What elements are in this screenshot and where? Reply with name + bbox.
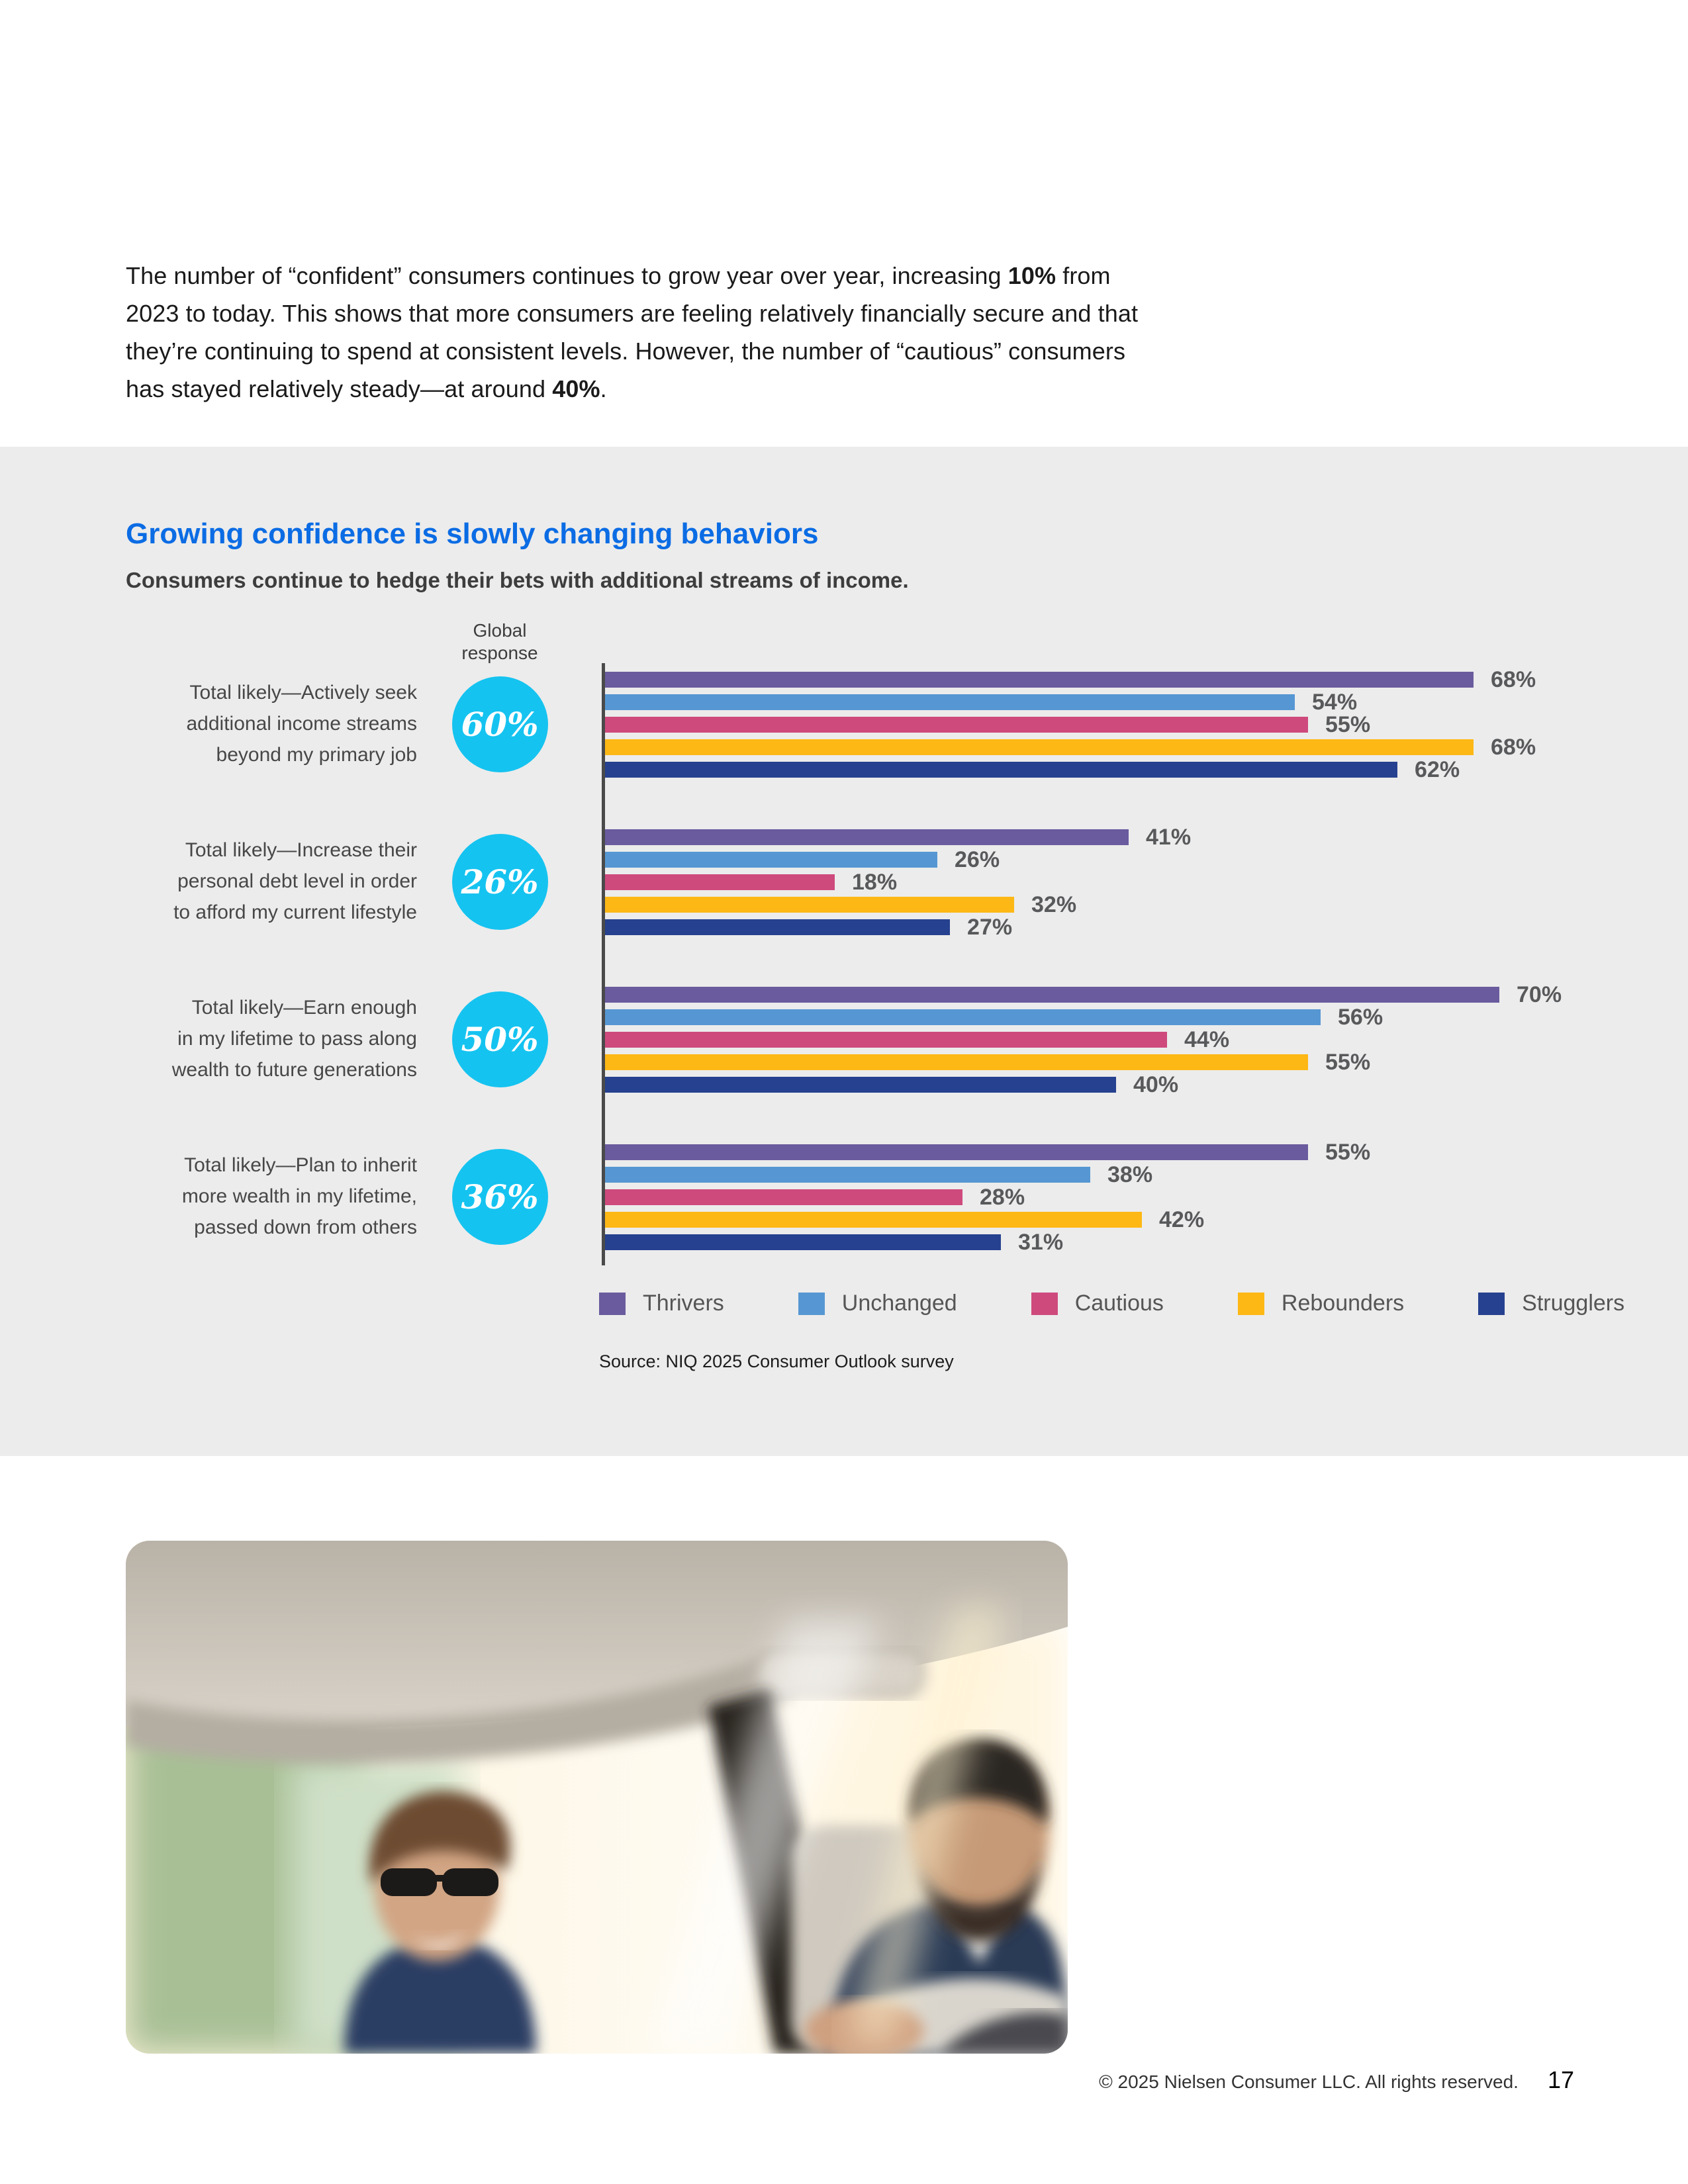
bar-value-label: 54% xyxy=(1312,689,1358,715)
bar-value-label: 42% xyxy=(1159,1206,1205,1232)
category-label-line: more wealth in my lifetime, xyxy=(181,1185,417,1207)
bar-value-label: 68% xyxy=(1491,734,1536,760)
intro-paragraph xyxy=(126,257,1139,408)
bar-rebounders xyxy=(605,1054,1308,1070)
legend-item-cautious xyxy=(1031,1291,1164,1316)
legend-label: Cautious xyxy=(1074,1291,1164,1316)
chart-group xyxy=(126,824,1582,940)
paragraph-text: . xyxy=(600,375,607,402)
legend-swatch-rebounders xyxy=(1238,1293,1264,1315)
bar-row xyxy=(605,756,1582,782)
bar-value-label: 68% xyxy=(1491,666,1536,692)
copyright-text: © 2025 Nielsen Consumer LLC. All rights reserved. xyxy=(1099,2071,1519,2092)
legend-item-thrivers xyxy=(599,1291,724,1316)
bar-value-label: 31% xyxy=(1018,1229,1064,1255)
bar-value-label: 55% xyxy=(1325,1139,1371,1165)
bar-row xyxy=(605,711,1582,737)
legend-swatch-strugglers xyxy=(1478,1293,1505,1315)
legend-item-strugglers xyxy=(1478,1291,1624,1316)
bar-rebounders xyxy=(605,739,1474,755)
legend-item-unchanged xyxy=(798,1291,957,1316)
legend-swatch-unchanged xyxy=(798,1293,825,1315)
bar-value-label: 55% xyxy=(1325,711,1371,737)
bar-group xyxy=(605,981,1582,1097)
category-label xyxy=(126,1144,417,1250)
chart-column-header-line: Global xyxy=(473,620,527,641)
category-label-line: in my lifetime to pass along xyxy=(177,1028,417,1050)
global-response-column xyxy=(417,1144,583,1250)
bar-group xyxy=(605,666,1582,782)
bar-row xyxy=(605,1049,1582,1075)
bar-thrivers xyxy=(605,672,1474,688)
highlight-stat: 40% xyxy=(552,375,600,402)
bar-value-label: 40% xyxy=(1133,1071,1179,1097)
page-number: 17 xyxy=(1547,2066,1574,2093)
global-response-column xyxy=(417,987,583,1093)
category-label-line: passed down from others xyxy=(194,1216,417,1238)
category-label xyxy=(126,672,417,778)
bar-strugglers xyxy=(605,762,1397,778)
bar-value-label: 62% xyxy=(1415,756,1460,782)
bar-rebounders xyxy=(605,1212,1142,1228)
bar-row xyxy=(605,824,1582,850)
category-label-line: Total likely—Plan to inherit xyxy=(184,1154,417,1176)
bar-row xyxy=(605,1184,1582,1210)
bar-unchanged xyxy=(605,1167,1090,1183)
category-label xyxy=(126,987,417,1093)
bar-strugglers xyxy=(605,1234,1001,1250)
car-photo-illustration xyxy=(126,1541,1068,2054)
bar-row xyxy=(605,891,1582,917)
bar-value-label: 56% xyxy=(1338,1004,1383,1030)
paragraph-text: The number of “confident” consumers continues to grow year over year, increasing xyxy=(126,262,1008,289)
bar-row xyxy=(605,1229,1582,1255)
category-label-line: Total likely—Earn enough xyxy=(191,997,417,1019)
bar-value-label: 28% xyxy=(980,1184,1025,1210)
bar-cautious xyxy=(605,1189,962,1205)
chart-column-header xyxy=(417,619,583,664)
legend-item-rebounders xyxy=(1238,1291,1404,1316)
highlight-stat: 10% xyxy=(1008,262,1056,289)
bar-group xyxy=(605,824,1582,940)
bar-value-label: 26% xyxy=(955,846,1000,872)
bar-value-label: 27% xyxy=(967,914,1013,940)
bar-strugglers xyxy=(605,919,950,935)
chart-legend xyxy=(599,1291,1624,1316)
bar-row xyxy=(605,734,1582,760)
bar-thrivers xyxy=(605,1144,1308,1160)
legend-swatch-thrivers xyxy=(599,1293,626,1315)
chart-source: Source: NIQ 2025 Consumer Outlook survey xyxy=(599,1351,954,1371)
bar-unchanged xyxy=(605,852,937,868)
category-label-line: beyond my primary job xyxy=(216,744,417,766)
chart-column-header-line: response xyxy=(461,643,538,663)
global-response-column xyxy=(417,672,583,778)
chart-subtitle: Consumers continue to hedge their bets with additional streams of income. xyxy=(126,568,909,592)
chart-title: Growing confidence is slowly changing behaviors xyxy=(126,518,819,550)
bar-row xyxy=(605,1139,1582,1165)
grouped-bar-chart xyxy=(126,615,1582,1277)
legend-swatch-cautious xyxy=(1031,1293,1058,1315)
bar-row xyxy=(605,1026,1582,1052)
bar-value-label: 32% xyxy=(1031,891,1077,917)
car-photo xyxy=(126,1541,1068,2054)
legend-label: Unchanged xyxy=(841,1291,957,1316)
bar-row xyxy=(605,914,1582,940)
bar-unchanged xyxy=(605,1009,1321,1025)
category-label-line: to afford my current lifestyle xyxy=(173,901,417,923)
bar-cautious xyxy=(605,717,1308,733)
chart-group xyxy=(126,1139,1582,1255)
bar-value-label: 44% xyxy=(1184,1026,1230,1052)
category-label-line: personal debt level in order xyxy=(177,870,417,892)
bar-rebounders xyxy=(605,897,1014,913)
bar-row xyxy=(605,1206,1582,1232)
legend-label: Strugglers xyxy=(1522,1291,1625,1316)
bar-row xyxy=(605,689,1582,715)
global-response-badge: 36% xyxy=(452,1149,548,1245)
global-response-badge: 60% xyxy=(452,676,548,772)
bar-cautious xyxy=(605,1032,1167,1048)
bar-value-label: 41% xyxy=(1146,824,1192,850)
page-footer xyxy=(1099,2066,1574,2094)
bar-row xyxy=(605,1071,1582,1097)
chart-group xyxy=(126,981,1582,1097)
global-response-badge: 50% xyxy=(452,991,548,1087)
bar-row xyxy=(605,869,1582,895)
bar-row xyxy=(605,846,1582,872)
global-response-column xyxy=(417,829,583,935)
bar-thrivers xyxy=(605,829,1129,845)
category-label-line: additional income streams xyxy=(186,713,417,735)
bar-value-label: 55% xyxy=(1325,1049,1371,1075)
bar-value-label: 18% xyxy=(852,869,898,895)
category-label-line: Total likely—Increase their xyxy=(185,839,417,861)
bar-row xyxy=(605,1004,1582,1030)
bar-row xyxy=(605,1161,1582,1187)
bar-group xyxy=(605,1139,1582,1255)
legend-label: Thrivers xyxy=(643,1291,724,1316)
global-response-badge: 26% xyxy=(452,834,548,930)
bar-thrivers xyxy=(605,987,1499,1003)
category-label xyxy=(126,829,417,935)
bar-row xyxy=(605,981,1582,1007)
bar-unchanged xyxy=(605,694,1295,710)
paragraph-text: from 2023 to today. This shows that more consumers are feeling relatively financially secure and that they’re continuing to spend at consistent levels. However, the number of “cautious” consumers has stayed relatively steady—at around xyxy=(126,262,1139,402)
category-label-line: Total likely—Actively seek xyxy=(189,682,417,704)
bar-strugglers xyxy=(605,1077,1116,1093)
category-label-line: wealth to future generations xyxy=(171,1059,417,1081)
bar-row xyxy=(605,666,1582,692)
legend-label: Rebounders xyxy=(1281,1291,1405,1316)
bar-value-label: 38% xyxy=(1107,1161,1153,1187)
bar-cautious xyxy=(605,874,835,890)
bar-value-label: 70% xyxy=(1517,981,1562,1007)
chart-group xyxy=(126,666,1582,782)
